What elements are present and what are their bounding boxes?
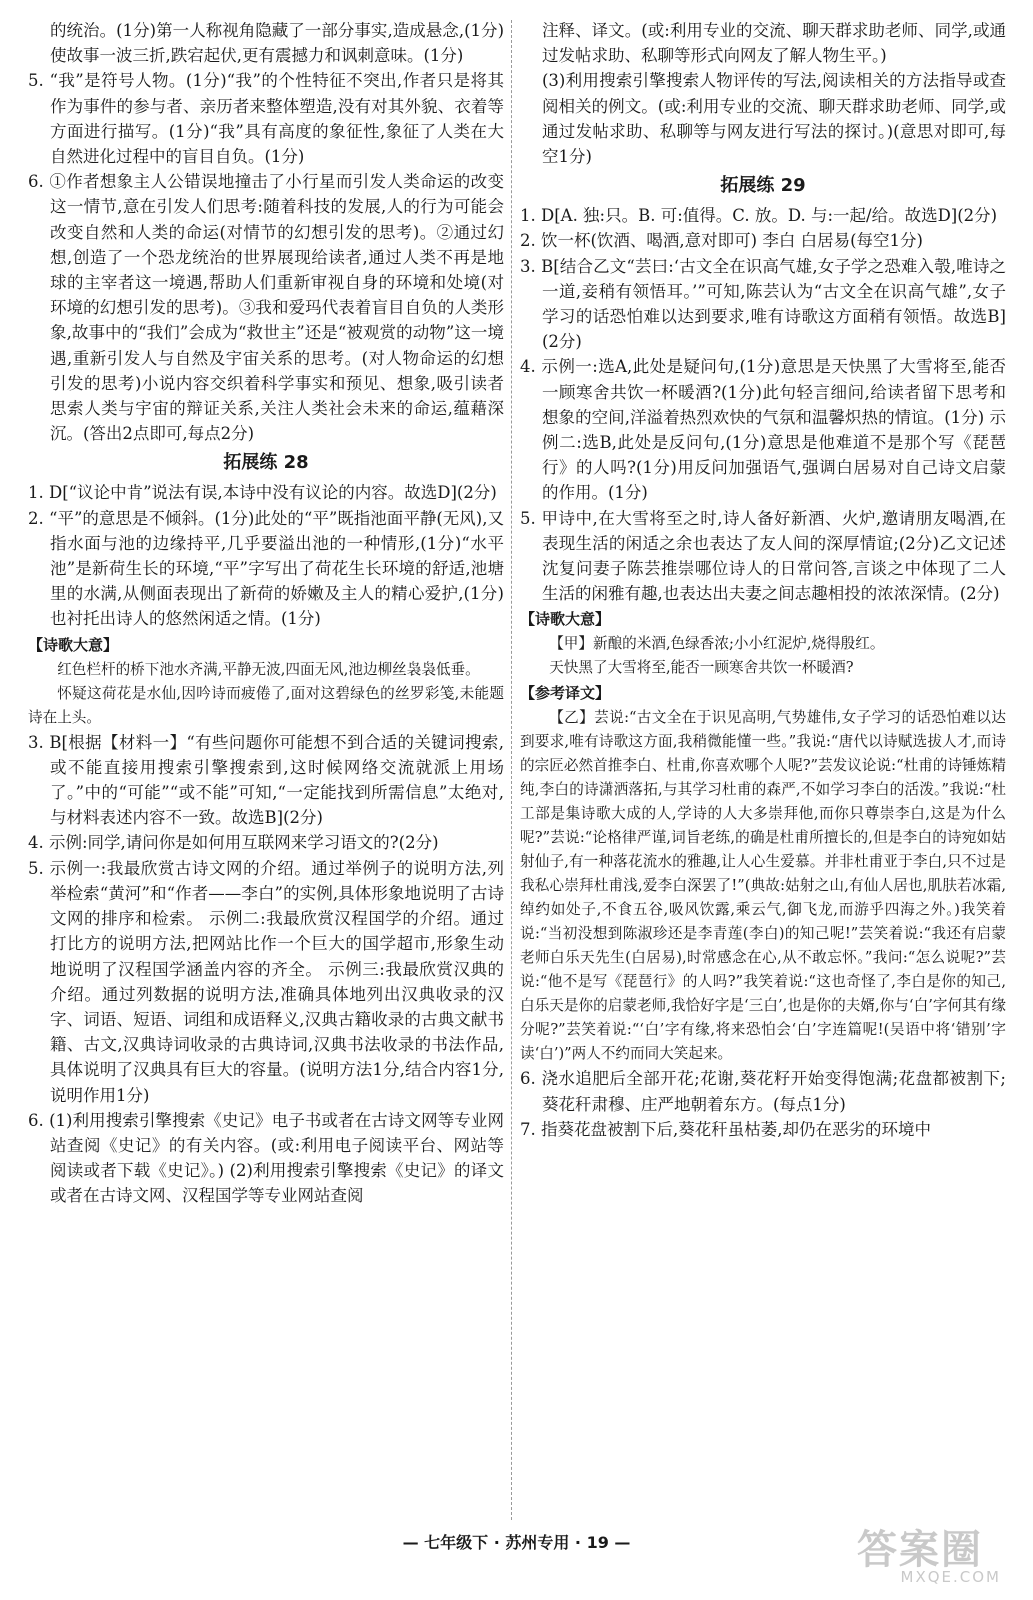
watermark-logo (857, 1518, 1007, 1588)
watermark-url: MXQE.COM (900, 1568, 1001, 1586)
section-heading: 拓展练 29 (720, 175, 806, 197)
answer-item: 5. “我”是符号人物。(1分)“我”的个性特征不突出,作者只是将其作为事件的参与者、亲历者来整体塑造,没有对其外貌、衣着等方面进行描写。(1分)“我”具有高度的象征性,象征了人类在大自然进化过程中的盲目自负。(1分) (28, 71, 504, 167)
section-label: 【诗歌大意】 (520, 610, 611, 629)
answer-item: 3. B[根据【材料一】“有些问题你可能想不到合适的关键词搜索,或不能直接用搜索引擎搜索到,这时候网络交流就派上用场了。”中的“可能”“或不能”可知,“一定能找到所需信息”太绝对,与材料表述内容不一致。故选B](2分) (28, 732, 504, 828)
translation-paragraph: 天快黑了大雪将至,能否一顾寒舍共饮一杯暖酒? (549, 659, 854, 677)
answer-item: 6. (1)利用搜索引擎搜索《史记》电子书或者在古诗文网等专业网站查阅《史记》的有关内容。(或:利用电子阅读平台、网站等阅读或者下载《史记》。) (2)利用搜索引擎搜索《史记》的译文或者在古诗文网、汉程国学等专业网站查阅 (28, 1110, 504, 1206)
answer-item: 4. 示例一:选A,此处是疑问句,(1分)意思是天快黑了大雪将至,能否一顾寒舍共饮一杯暖酒?(1分)此句轻言细问,给读者留下思考和想象的空间,洋溢着热烈欢快的气氛和温馨炽热的情谊。(1分) 示例二:选B,此处是反问句,(1分)意思是他难道不是那个写《琵琶行》的人吗?(1分)用反问加强语气,强调白居易对自己诗文启蒙的作用。(1分) (520, 357, 1006, 503)
left-column (28, 18, 504, 1209)
answer-item: 6. ①作者想象主人公错误地撞击了小行星而引发人类命运的改变这一情节,意在引发人们思考:随着科技的发展,人的行为可能会改变自然和人类的命运(对情节的幻想引发的思考)。②通过幻想,创造了一个恐龙统治的世界展现给读者,通过人类不再是地球的主宰者这一境遇,帮助人们重新审视自身的环境和处境(对环境的幻想引发的思考)。③我和爱玛代表着盲目自负的人类形象,故事中的“我们”会成为“救世主”还是“被观赏的动物”这一境遇,重新引发人与自然及宇宙关系的思考。(对人物命运的幻想引发的思考)小说内容交织着科学事实和预见、想象,吸引读者思索人类与宇宙的辩证关系,关注人类社会未来的命运,蕴藉深沉。(答出2点即可,每点2分) (28, 172, 504, 444)
paragraph: 注释、译文。(或:利用专业的交流、聊天群求助老师、同学,或通过发帖求助、私聊等形式向网友了解人物生平。) (542, 21, 1006, 66)
answer-item: 1. D[“议论中肯”说法有误,本诗中没有议论的内容。故选D](2分) (28, 483, 497, 503)
answer-item: 1. D[A. 独:只。B. 可:值得。C. 放。D. 与:一起/给。故选D](2分) (520, 206, 998, 226)
answer-item: 7. 指葵花盘被割下后,葵花秆虽枯萎,却仍在恶劣的环境中 (520, 1119, 931, 1139)
answer-item: 4. 示例:同学,请问你是如何用互联网来学习语文的?(2分) (28, 833, 439, 853)
answer-item: 2. 饮一杯(饮酒、喝酒,意对即可) 李白 白居易(每空1分) (520, 231, 923, 251)
section-heading: 拓展练 28 (223, 452, 309, 474)
translation-paragraph: 【甲】新酿的米酒,色绿香浓;小小红泥炉,烧得殷红。 (549, 635, 885, 653)
column-divider (511, 20, 512, 1520)
section-label: 【参考译文】 (520, 684, 611, 703)
answer-item: 2. “平”的意思是不倾斜。(1分)此处的“平”既指池面平静(无风),又指水面与池的边缘持平,几乎要溢出池的一种情形,(1分)“水平池”是新荷生长的环境,“平”字写出了荷花生长环境的舒适,池塘里的水满,从侧面表现出了新荷的娇嫩及主人的精心爱护,(1分)也衬托出诗人的悠然闲适之情。(1分) (28, 508, 504, 629)
answer-item: 5. 甲诗中,在大雪将至之时,诗人备好新酒、火炉,邀请朋友喝酒,在表现生活的闲适之余也表达了友人间的深厚情谊;(2分)乙文记述沈复问妻子陈芸推崇哪位诗人的日常问答,言谈之中体现了二人生活的闲雅有趣,也表达出夫妻之间志趣相投的浓浓深情。(2分) (520, 508, 1006, 604)
answer-item: 6. 浇水追肥后全部开花;花谢,葵花籽开始变得饱满;花盘都被割下;葵花秆肃穆、庄严地朝着东方。(每点1分) (520, 1069, 1006, 1114)
translation-paragraph: 【乙】芸说:“古文全在于识见高明,气势雄伟,女子学习的话恐怕难以达到要求,唯有诗歌这方面,我稍微能懂一些。”我说:“唐代以诗赋选拔人才,而诗的宗匠必然首推李白、杜甫,你喜欢哪个人呢?”芸发议论说:“杜甫的诗锤炼精纯,李白的诗潇洒落拓,与其学习杜甫的森严,不如学习李白的活泼。”我说:“杜工部是集诗歌大成的人,学诗的人大多崇拜他,而你只尊崇李白,这是为什么呢?”芸说:“论格律严谨,词旨老练,的确是杜甫所擅长的,但是李白的诗宛如姑射仙子,有一种落花流水的雅趣,让人心生爱慕。并非杜甫亚于李白,只不过是我私心崇拜杜甫浅,爱李白深罢了!”(典故:姑射之山,有仙人居也,肌肤若冰霜,绰约如处子,不食五谷,吸风饮露,乘云气,御飞龙,而游乎四海之外。)我笑着说:“当初没想到陈淑珍还是李青莲(李白)的知己呢!”芸笑着说:“我还有启蒙老师白乐天先生(白居易),时常感念在心,从不敢忘怀。”我问:“怎么说呢?”芸说:“他不是写《琵琶行》的人吗?”我笑着说:“这也奇怪了,李白是你的知己,白乐天是你的启蒙老师,我恰好字是‘三白’,也是你的夫婿,你与‘白’字何其有缘分呢?”芸笑着说:“‘白’字有缘,将来恐怕会‘白’字连篇呢!(吴语中将‘错别’字读‘白’)”两人不约而同大笑起来。 (520, 709, 1006, 1063)
paragraph: (3)利用搜索引擎搜索人物评传的写法,阅读相关的方法指导或查阅相关的例文。(或:利用专业的交流、聊天群求助老师、同学,或通过发帖求助、私聊等与网友进行写法的探讨。)(意思对即可,每空1分) (542, 71, 1006, 167)
page-footer: — 七年级下 · 苏州专用 · 19 — (402, 1533, 631, 1552)
section-label: 【诗歌大意】 (28, 635, 119, 654)
watermark-title: 答案圈 (857, 1527, 983, 1573)
right-column (520, 18, 1006, 1142)
translation-paragraph: 怀疑这荷花是水仙,因吟诗而疲倦了,面对这碧绿色的丝罗彩笺,未能题诗在上头。 (28, 684, 504, 726)
answer-item: 5. 示例一:我最欣赏古诗文网的介绍。通过举例子的说明方法,列举检索“黄河”和“作者——李白”的实例,具体形象地说明了古诗文网的排序和检索。 示例二:我最欣赏汉程国学的介绍。通过打比方的说明方法,把网站比作一个巨大的国学超市,形象生动地说明了汉程国学涵盖内容的齐全。 示例三:我最欣赏汉典的介绍。通过列数据的说明方法,准确具体地列出汉典收录的汉字、词语、短语、词组和成语释义,汉典古籍收录的古典文献书籍、古文,汉典诗词收录的古典诗词,汉典书法收录的书法作品,具体说明了汉典具有巨大的容量。(说明方法1分,结合内容1分,说明作用1分) (28, 858, 504, 1105)
answer-item: 3. B[结合乙文“芸曰:‘古文全在识高气雄,女子学之恐难入彀,唯诗之一道,妾稍有领悟耳。’”可知,陈芸认为“古文全在识高气雄”,女子学习的话恐怕难以达到要求,唯有诗歌这方面稍有领悟。故选B](2分) (520, 256, 1006, 352)
paragraph: 的统治。(1分)第一人称视角隐藏了一部分事实,造成悬念,(1分)使故事一波三折,跌宕起伏,更有震撼力和讽刺意味。(1分) (50, 21, 504, 66)
translation-paragraph: 红色栏杆的桥下池水齐满,平静无波,四面无风,池边柳丝袅袅低垂。 (57, 660, 480, 678)
